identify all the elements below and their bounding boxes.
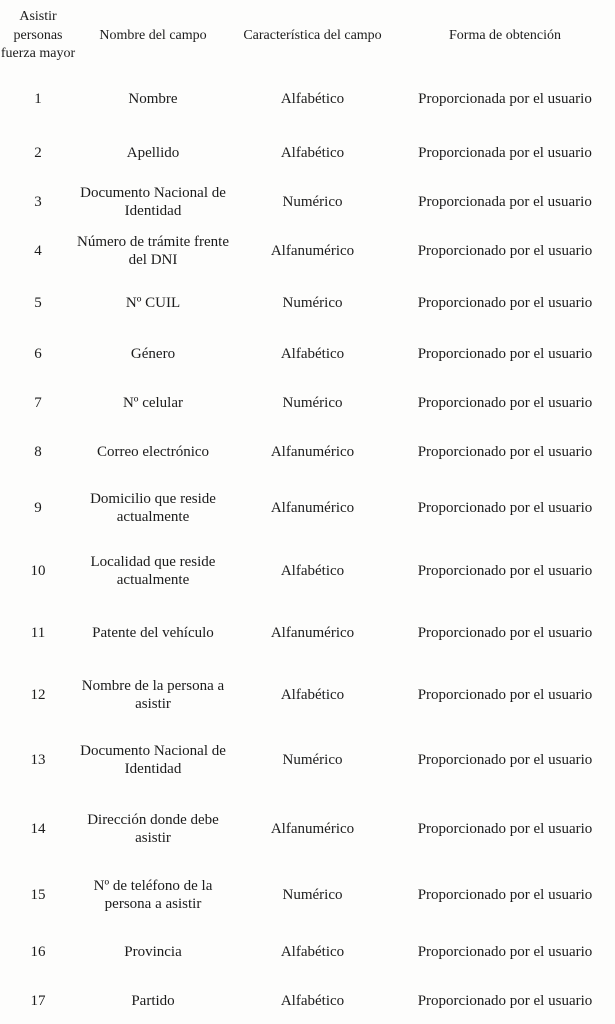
- field-characteristic: Alfabético: [280, 346, 345, 363]
- field-characteristic: Numérico: [282, 294, 343, 311]
- field-characteristic: Numérico: [282, 194, 343, 211]
- table-row: [0, 864, 615, 927]
- field-name: Nº celular: [122, 395, 184, 412]
- table-row: [0, 428, 615, 478]
- table-row: [0, 540, 615, 604]
- row-number: 12: [30, 686, 46, 703]
- table-row: [0, 664, 615, 727]
- table-row: [0, 128, 615, 179]
- field-name: Documento Nacional de Identidad: [80, 185, 226, 219]
- row-number: 7: [34, 395, 42, 412]
- field-obtention: Proporcionado por el usuario: [417, 346, 593, 363]
- field-obtention: Proporcionado por el usuario: [417, 944, 593, 961]
- field-characteristic: Alfabético: [280, 944, 345, 961]
- row-number: 1: [34, 91, 42, 108]
- table-row: [0, 179, 615, 227]
- field-characteristic: Alfabético: [280, 563, 345, 580]
- row-number: 14: [30, 820, 46, 837]
- table-row: [0, 227, 615, 277]
- row-number: 5: [34, 294, 42, 311]
- row-number: 15: [30, 886, 46, 903]
- field-obtention: Proporcionado por el usuario: [417, 992, 593, 1009]
- header-asistir-personas-fuerza-mayor: Asistir personas fuerza mayor: [0, 8, 76, 62]
- row-number: 9: [34, 500, 42, 517]
- field-name: Género: [130, 346, 176, 363]
- row-number: 17: [30, 992, 46, 1009]
- row-number: 2: [34, 144, 42, 161]
- row-number: 6: [34, 346, 42, 363]
- header-forma-de-obtencion: Forma de obtención: [449, 27, 561, 43]
- row-number: 13: [30, 752, 46, 769]
- field-characteristic: Alfanumérico: [270, 625, 355, 642]
- field-name: Dirección donde debe asistir: [87, 811, 219, 846]
- field-characteristic: Alfabético: [280, 144, 345, 161]
- row-number: 8: [34, 444, 42, 461]
- field-obtention: Proporcionado por el usuario: [417, 886, 593, 903]
- field-name: Partido: [131, 992, 175, 1009]
- field-obtention: Proporcionado por el usuario: [417, 686, 593, 703]
- row-number: 11: [30, 625, 46, 642]
- field-name: Domicilio que reside actualmente: [90, 491, 216, 525]
- field-obtention: Proporcionado por el usuario: [417, 820, 593, 837]
- field-characteristic: Alfanumérico: [270, 500, 355, 517]
- table-row: [0, 330, 615, 380]
- table-row: [0, 727, 615, 795]
- field-name: Nº CUIL: [125, 294, 181, 311]
- field-characteristic: Numérico: [282, 752, 343, 769]
- row-number: 16: [30, 944, 46, 961]
- field-name: Nombre de la persona a asistir: [81, 677, 225, 712]
- field-name: Provincia: [124, 944, 182, 961]
- row-number: 10: [30, 563, 46, 580]
- table-row: [0, 604, 615, 664]
- table-row: [0, 927, 615, 979]
- table-row: [0, 478, 615, 540]
- field-name: Apellido: [126, 144, 180, 161]
- field-obtention: Proporcionado por el usuario: [417, 243, 593, 260]
- field-obtention: Proporcionada por el usuario: [418, 144, 592, 161]
- field-obtention: Proporcionado por el usuario: [417, 500, 593, 517]
- field-obtention: Proporcionado por el usuario: [417, 563, 593, 580]
- field-obtention: Proporcionado por el usuario: [417, 294, 593, 311]
- field-name: Número de trámite frente del DNI: [76, 234, 229, 268]
- field-obtention: Proporcionada por el usuario: [418, 91, 592, 108]
- field-name: Nº de teléfono de la persona a asistir: [93, 877, 213, 912]
- field-obtention: Proporcionada por el usuario: [418, 194, 592, 211]
- field-characteristic: Alfabético: [280, 992, 345, 1009]
- table-row: [0, 380, 615, 428]
- header-nombre-del-campo: Nombre del campo: [99, 27, 207, 43]
- row-number: 4: [34, 243, 42, 260]
- table-row: [0, 795, 615, 864]
- table-row: [0, 72, 615, 128]
- field-characteristic: Numérico: [282, 886, 343, 903]
- field-characteristic: Numérico: [282, 395, 343, 412]
- table-row: [0, 979, 615, 1024]
- field-obtention: Proporcionado por el usuario: [417, 395, 593, 412]
- field-name: Documento Nacional de Identidad: [80, 743, 226, 777]
- field-characteristic: Alfabético: [280, 91, 345, 108]
- field-obtention: Proporcionado por el usuario: [417, 625, 593, 642]
- field-name: Nombre: [128, 91, 178, 108]
- field-obtention: Proporcionado por el usuario: [417, 752, 593, 769]
- field-obtention: Proporcionado por el usuario: [417, 444, 593, 461]
- field-characteristic: Alfanumérico: [270, 820, 355, 837]
- table-row: [0, 277, 615, 330]
- field-name: Correo electrónico: [96, 444, 210, 461]
- field-characteristic: Alfabético: [280, 686, 345, 703]
- field-name: Localidad que reside actualmente: [90, 554, 216, 588]
- table-header-row: [0, 0, 615, 72]
- row-number: 3: [34, 194, 42, 211]
- field-characteristic: Alfanumérico: [270, 444, 355, 461]
- field-name: Patente del vehículo: [92, 625, 214, 642]
- header-caracteristica-del-campo: Característica del campo: [243, 27, 382, 43]
- field-characteristic: Alfanumérico: [270, 243, 355, 260]
